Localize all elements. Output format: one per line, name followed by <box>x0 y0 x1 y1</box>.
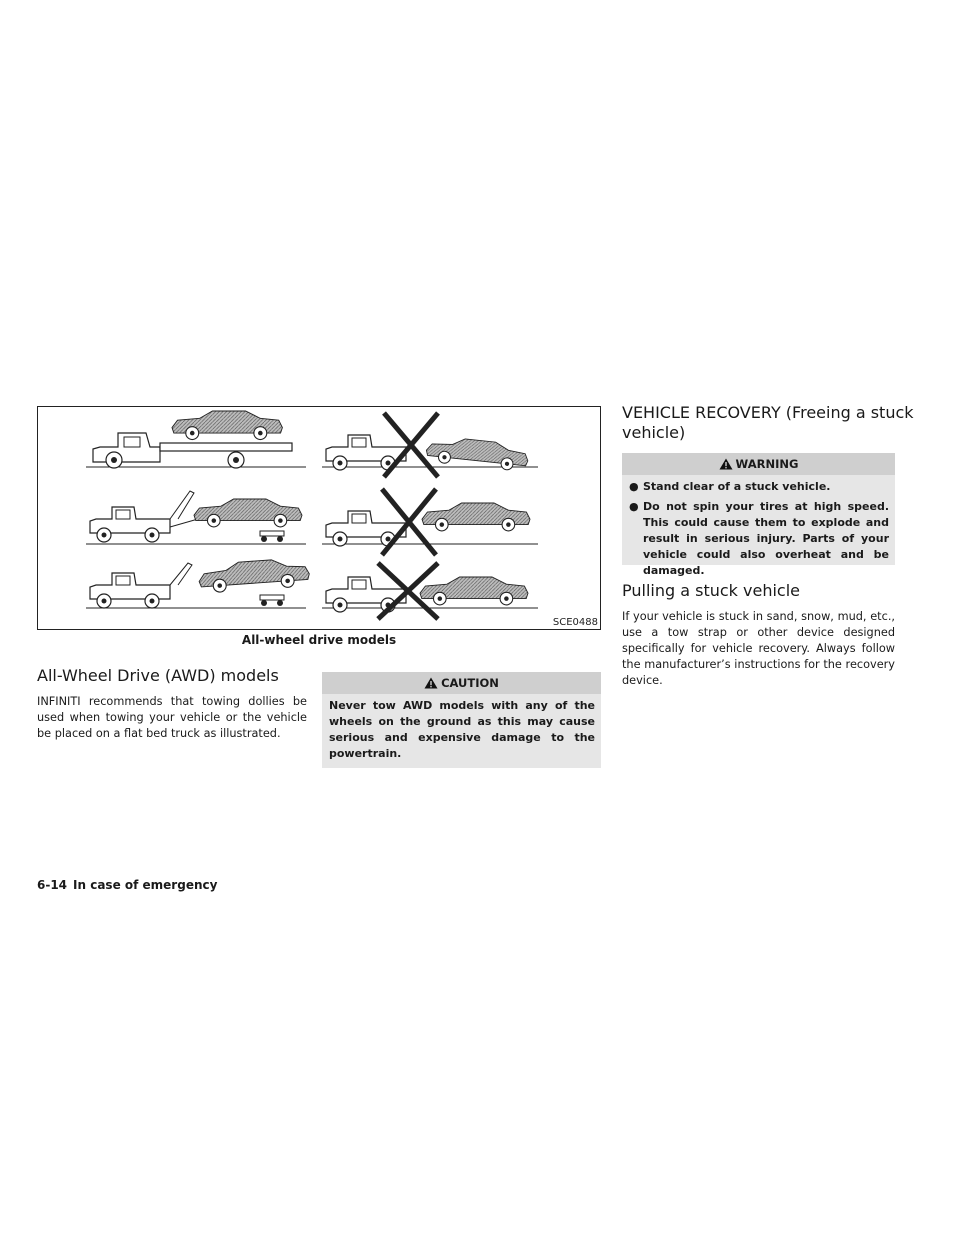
caution-box <box>322 672 601 760</box>
caution-header <box>322 672 601 694</box>
figure-caption: All-wheel drive models <box>241 633 397 647</box>
towing-illustration <box>38 407 600 629</box>
pulling-paragraph: If your vehicle is stuck in sand, snow, mud, etc., use a tow strap or other device designed specifically for vehicle recovery. Always follow the manufacturer’s instructions for the recovery device. <box>622 610 895 687</box>
flatbed-truck-illustration <box>86 411 306 468</box>
warning-triangle-icon <box>719 458 733 470</box>
warning-item-text: Stand clear of a stuck vehicle. <box>643 480 831 493</box>
figure-code: SCE0488 <box>552 617 598 628</box>
towing-figure <box>37 406 601 630</box>
incorrect-tow-1-illustration <box>322 413 538 477</box>
awd-heading: All-Wheel Drive (AWD) models <box>37 666 279 685</box>
awd-paragraph: INFINITI recommends that towing dollies be used when towing your vehicle or the vehicle be placed on a flat bed truck as illustrated. <box>37 695 307 740</box>
warning-box <box>622 453 895 577</box>
caution-text: Never tow AWD models with any of the wheels on the ground as this may cause serious and expensive damage to the powertrain. <box>322 694 601 768</box>
warning-triangle-icon <box>424 677 438 689</box>
wrecker-dolly-front-illustration <box>86 557 310 608</box>
incorrect-tow-3-illustration <box>322 563 538 619</box>
caution-title: CAUTION <box>441 676 499 690</box>
pulling-heading: Pulling a stuck vehicle <box>622 581 800 600</box>
bullet-icon: ● <box>629 480 639 493</box>
warning-title: WARNING <box>735 457 799 471</box>
warning-header <box>622 453 895 475</box>
wrecker-dolly-illustration <box>86 491 306 544</box>
page-footer <box>37 878 217 892</box>
section-title: In case of emergency <box>73 878 218 892</box>
bullet-icon: ● <box>629 500 639 513</box>
warning-list <box>622 475 895 589</box>
incorrect-tow-2-illustration <box>322 489 538 555</box>
warning-item-text: Do not spin your tires at high speed. This could cause them to explode and result in serious injury. Parts of your vehicle could also overheat and be damaged. <box>643 500 889 577</box>
list-item <box>628 499 889 579</box>
list-item <box>628 479 889 495</box>
page-number: 6-14 <box>37 878 68 892</box>
recovery-heading: VEHICLE RECOVERY (Freeing a stuck vehicle) <box>622 403 914 442</box>
